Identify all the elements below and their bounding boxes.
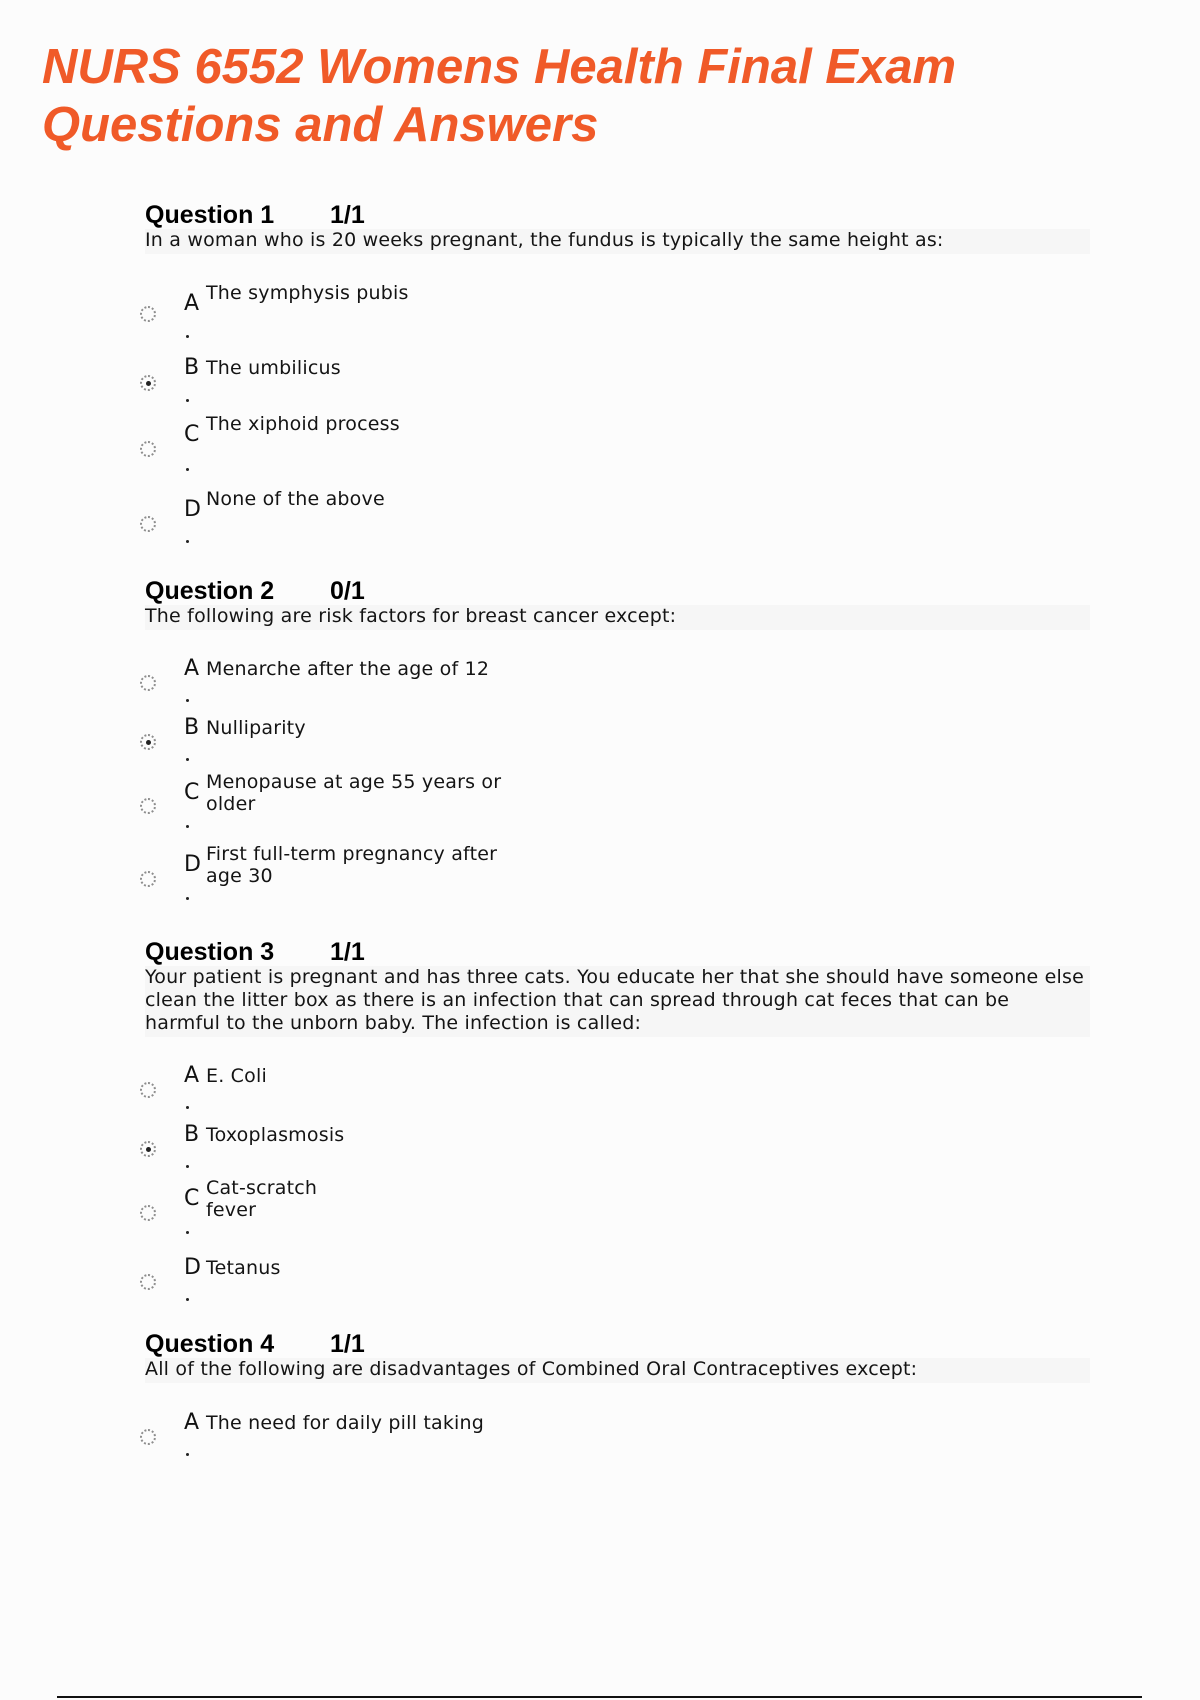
question-label: Question 2 [145, 577, 275, 605]
option-letter: A [184, 291, 200, 316]
radio-button[interactable] [140, 734, 156, 750]
question-text: In a woman who is 20 weeks pregnant, the fundus is typically the same height as: [145, 229, 1090, 254]
option-text: Toxoplasmosis [206, 1124, 345, 1146]
radio-button[interactable] [140, 516, 156, 532]
radio-button[interactable] [140, 798, 156, 814]
option-dot [186, 468, 189, 471]
option-letter: A [184, 1063, 200, 1088]
option-text: Menopause at age 55 years or older [206, 771, 502, 815]
question-1 [145, 201, 1090, 522]
question-score: 0/1 [330, 577, 365, 605]
question-score: 1/1 [330, 201, 365, 229]
option-dot [186, 1106, 189, 1109]
question-label: Question 4 [145, 1330, 275, 1358]
option-letter: A [184, 656, 200, 681]
answer-option-d[interactable] [140, 1256, 740, 1316]
answer-option-a[interactable] [140, 1064, 740, 1124]
option-dot [186, 1165, 189, 1168]
radio-button[interactable] [140, 1082, 156, 1098]
radio-button[interactable] [140, 1205, 156, 1221]
option-letter: B [184, 355, 200, 380]
answer-option-c[interactable] [140, 1177, 740, 1241]
question-text: All of the following are disadvantages of Combined Oral Contraceptives except: [145, 1358, 1090, 1383]
option-text: Tetanus [206, 1257, 281, 1279]
question-2 [145, 577, 1090, 887]
option-text: The need for daily pill taking [206, 1412, 485, 1434]
option-letter: C [184, 1186, 200, 1211]
answer-option-a[interactable] [140, 282, 740, 342]
option-dot [186, 825, 189, 828]
option-text: Menarche after the age of 12 [206, 658, 490, 680]
answer-option-a[interactable] [140, 657, 740, 717]
option-text: Cat-scratch fever [206, 1177, 318, 1221]
option-dot [186, 699, 189, 702]
answer-option-a[interactable] [140, 1411, 740, 1471]
option-letter: C [184, 780, 200, 805]
answer-option-c[interactable] [140, 413, 740, 473]
option-text: First full-term pregnancy after age 30 [206, 843, 498, 887]
option-letter: D [184, 497, 201, 522]
radio-button[interactable] [140, 1274, 156, 1290]
option-text: E. Coli [206, 1065, 267, 1087]
option-text: The xiphoid process [206, 413, 400, 435]
option-text: Nulliparity [206, 717, 306, 739]
question-text: Your patient is pregnant and has three cats. You educate her that she should have someone else clean the litter box as there is an infection that can spread through cat feces that can be harmful to the unborn baby. The infection is called: [145, 966, 1090, 1037]
question-score: 1/1 [330, 1330, 365, 1358]
answer-option-b[interactable] [140, 356, 740, 416]
option-dot [186, 758, 189, 761]
footer-divider [57, 1696, 1142, 1698]
radio-button[interactable] [140, 871, 156, 887]
question-score: 1/1 [330, 938, 365, 966]
question-header [145, 202, 1090, 228]
radio-button[interactable] [140, 441, 156, 457]
option-letter: D [184, 852, 201, 877]
option-dot [186, 1453, 189, 1456]
option-letter: C [184, 422, 200, 447]
answer-option-b[interactable] [140, 716, 740, 776]
option-dot [186, 897, 189, 900]
question-header [145, 1331, 1090, 1357]
option-letter: B [184, 1122, 200, 1147]
radio-button[interactable] [140, 375, 156, 391]
question-4 [145, 1330, 1090, 1435]
option-text: The symphysis pubis [206, 282, 409, 304]
answer-option-d[interactable] [140, 488, 740, 548]
question-header [145, 939, 1090, 965]
answer-option-c[interactable] [140, 771, 740, 835]
option-dot [186, 1298, 189, 1301]
option-dot [186, 335, 189, 338]
question-label: Question 3 [145, 938, 275, 966]
page-title: NURS 6552 Womens Health Final Exam Questions and Answers [42, 40, 957, 152]
radio-button[interactable] [140, 1429, 156, 1445]
radio-button[interactable] [140, 306, 156, 322]
question-text: The following are risk factors for breast cancer except: [145, 605, 1090, 630]
option-dot [186, 540, 189, 543]
radio-button[interactable] [140, 1141, 156, 1157]
option-text: None of the above [206, 488, 385, 510]
radio-button[interactable] [140, 675, 156, 691]
question-header [145, 578, 1090, 604]
option-dot [186, 1231, 189, 1234]
option-dot [186, 399, 189, 402]
option-text: The umbilicus [206, 357, 341, 379]
question-3 [145, 938, 1090, 1280]
question-label: Question 1 [145, 201, 275, 229]
option-letter: D [184, 1255, 201, 1280]
option-letter: A [184, 1410, 200, 1435]
answer-option-b[interactable] [140, 1123, 740, 1183]
option-letter: B [184, 715, 200, 740]
answer-option-d[interactable] [140, 843, 740, 907]
